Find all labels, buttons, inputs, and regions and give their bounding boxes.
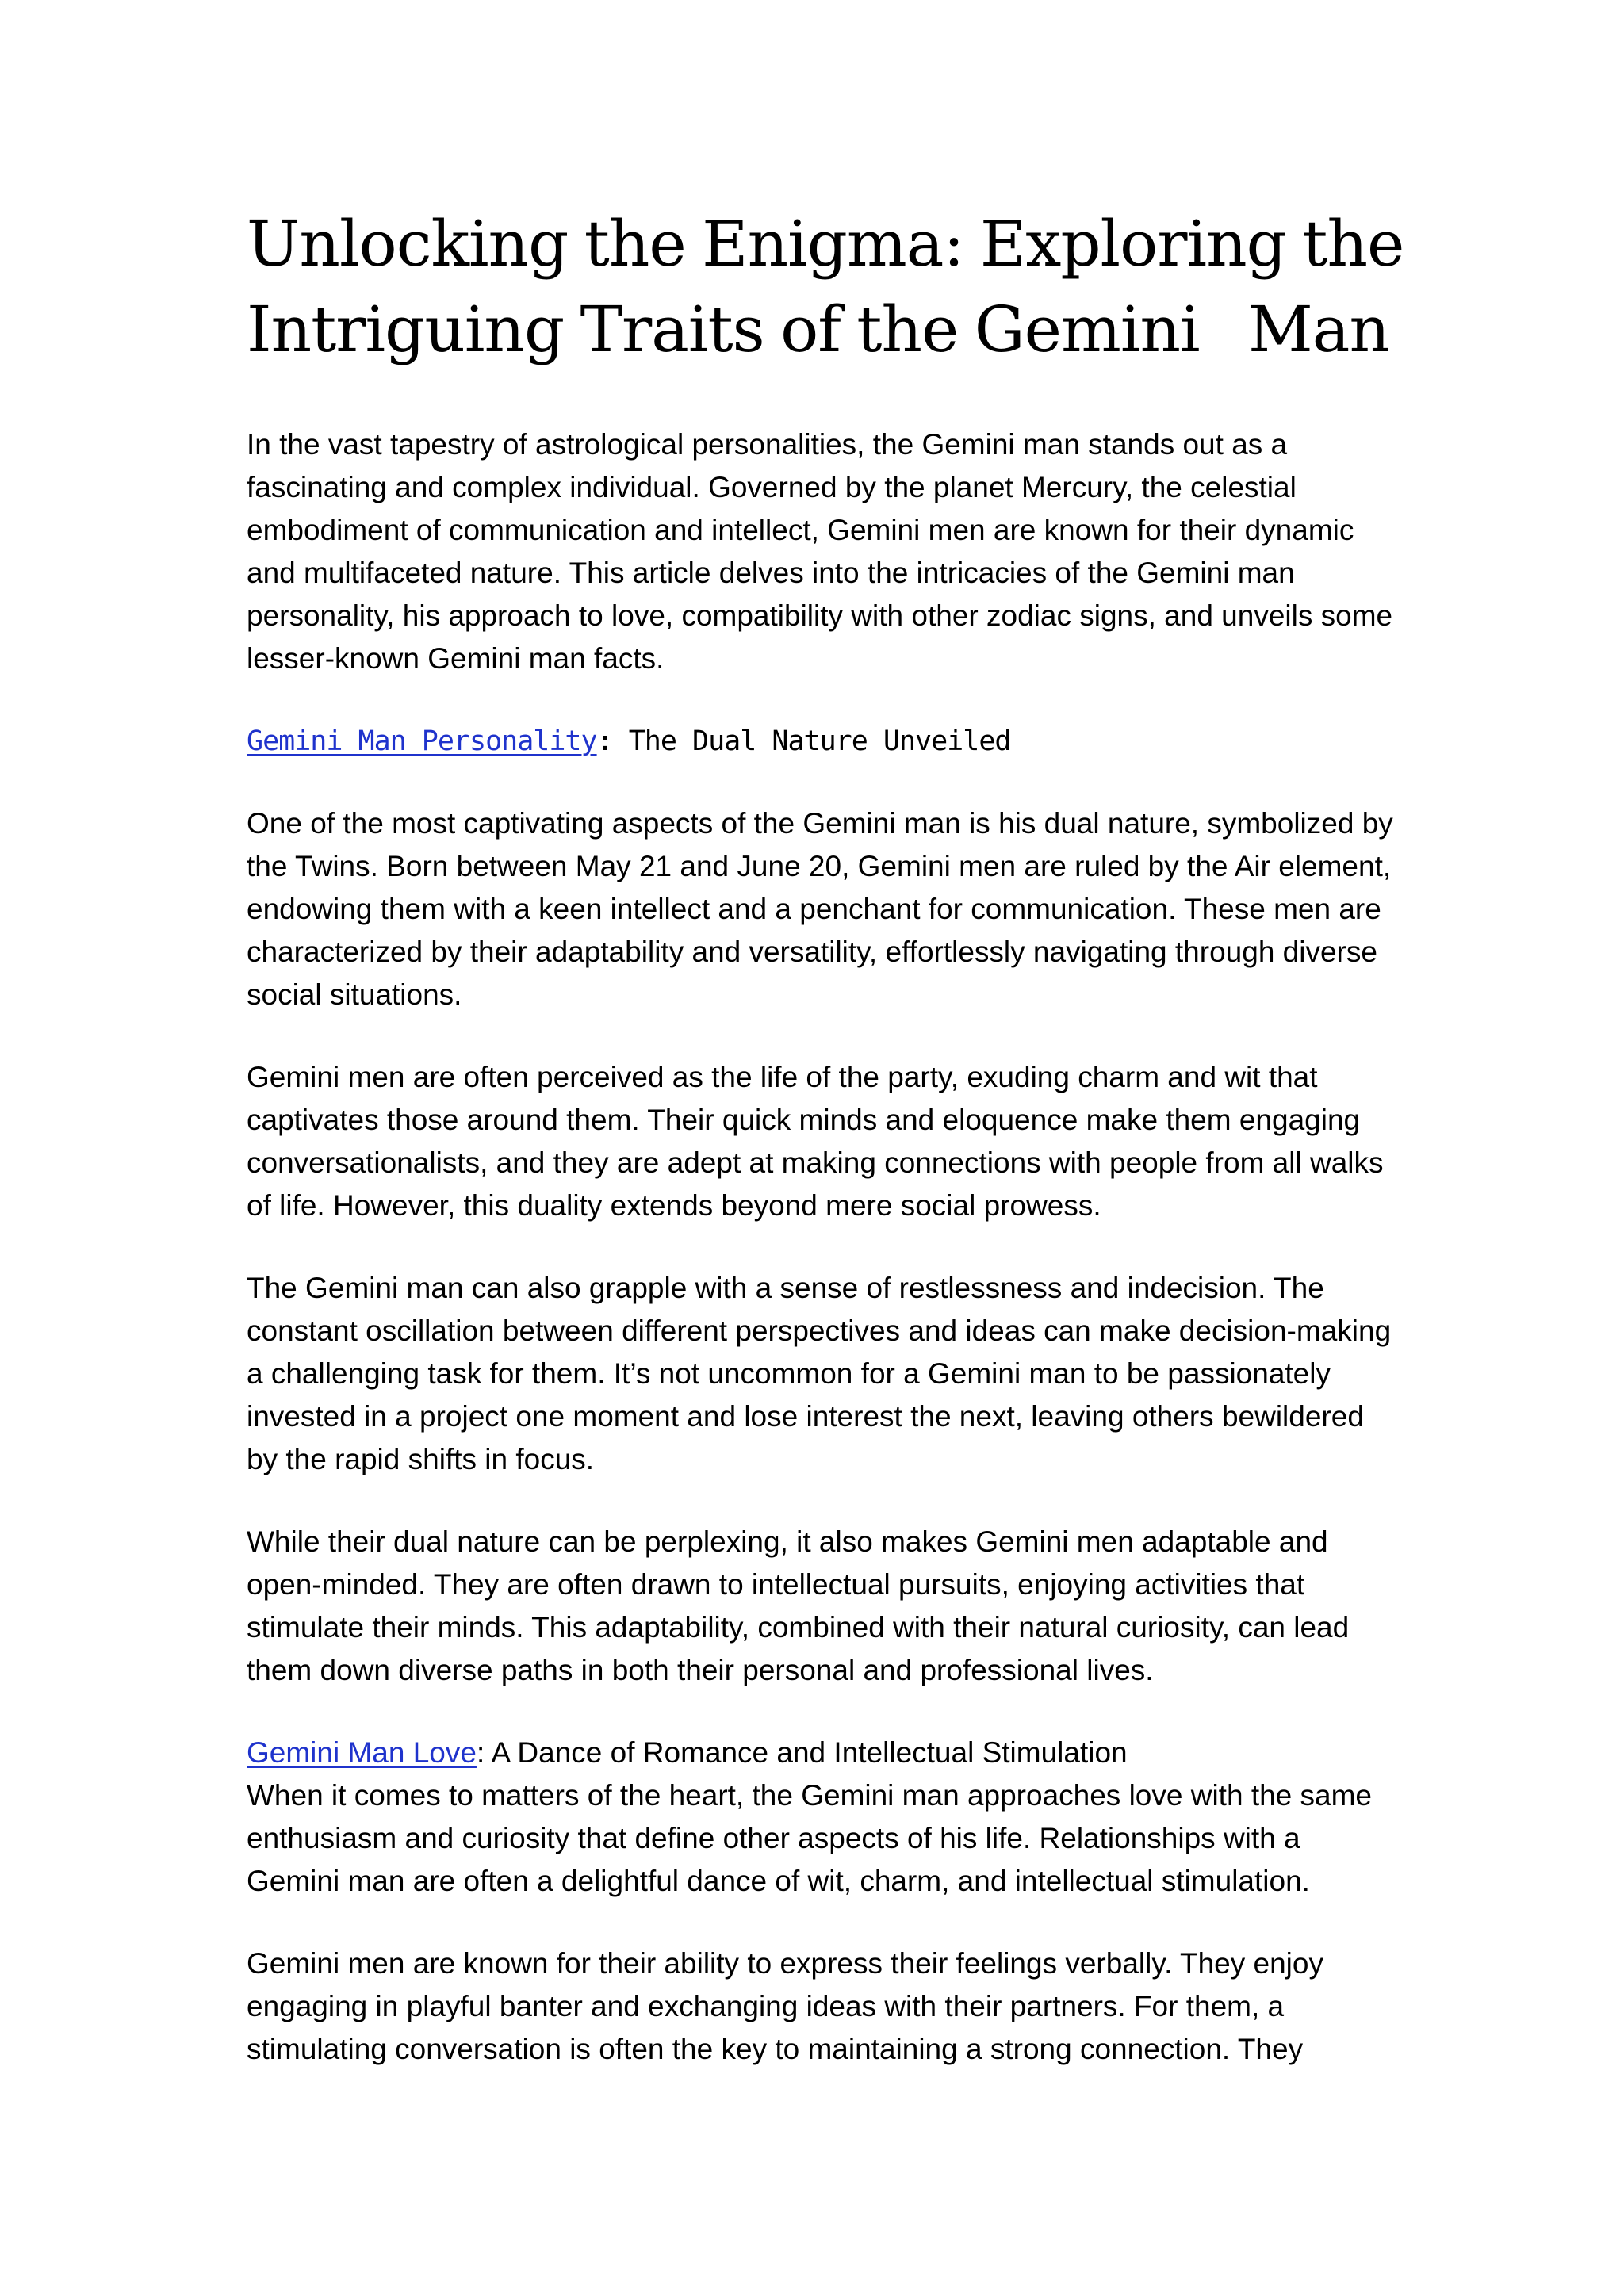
personality-paragraph-3: The Gemini man can also grapple with a sense of restlessness and indecision. The constant oscillation between different perspectives and ideas can make decision-making a challenging task for them. It’s not uncommon for a Gemini man to be passionately invested in a project one moment and lose interest the next, leaving others bewildered by the rapid shifts in focus. [247,1272,1392,1475]
personality-paragraph-1: One of the most captivating aspects of the Gemini man is his dual nature, symbolized by the Twins. Born between May 21 and June 20, Gemini men are ruled by the Air element, endowing them with a keen intellect and a penchant for communication. These men are characterized by their adaptability and versatility, effortlessly navigating through diverse social situations. [247,807,1393,1011]
document-page [247,201,1404,2110]
love-heading-text: : A Dance of Romance and Intellectual Stimulation [476,1736,1128,1769]
intro-paragraph: In the vast tapestry of astrological personalities, the Gemini man stands out as a fascinating and complex individual. Governed by the planet Mercury, the celestial embodiment of communication and intellect, Gemini men are known for their dynamic and multifaceted nature. This article delves into the intricacies of the Gemini man personality, his approach to love, compatibility with other zodiac signs, and unveils some lesser-known Gemini man facts. [247,428,1393,675]
document-title-line-1: Unlocking the Enigma: Exploring the [247,207,1404,281]
love-paragraph-1: When it comes to matters of the heart, the Gemini man approaches love with the same enthusiasm and curiosity that define other aspects of his life. Relationships with a Gemini man are often a delightful dance of wit, charm, and intellectual stimulation. [247,1779,1373,1897]
love-section-heading [247,1732,1396,1774]
personality-paragraph-4: While their dual nature can be perplexing, it also makes Gemini men adaptable and open-minded. They are often drawn to intellectual pursuits, enjoying activities that stimulate their minds. This adaptability, combined with their natural curiosity, can lead them down diverse paths in both their personal and professional lives. [247,1525,1350,1686]
personality-heading-text: : The Dual Nature Unveiled [596,725,1011,757]
personality-paragraph-2: Gemini men are often perceived as the life of the party, exuding charm and wit that captivates those around them. Their quick minds and eloquence make them engaging conversationalists, and they are adept at making connections with people from all walks of life. However, this duality extends beyond mere social prowess. [247,1061,1384,1222]
personality-section-heading [247,720,1396,763]
gemini-man-love-link[interactable]: Gemini Man Love [247,1736,477,1769]
document-title-line-2: Intriguing Traits of the Gemini Man [247,293,1389,366]
document-title [247,201,1404,373]
love-paragraph-2: Gemini men are known for their ability to express their feelings verbally. They enjoy engaging in playful banter and exchanging ideas with their partners. For them, a stimulating conversation is often the key to maintaining a strong connection. They [247,1947,1323,2065]
gemini-man-personality-link[interactable]: Gemini Man Personality [247,725,597,757]
